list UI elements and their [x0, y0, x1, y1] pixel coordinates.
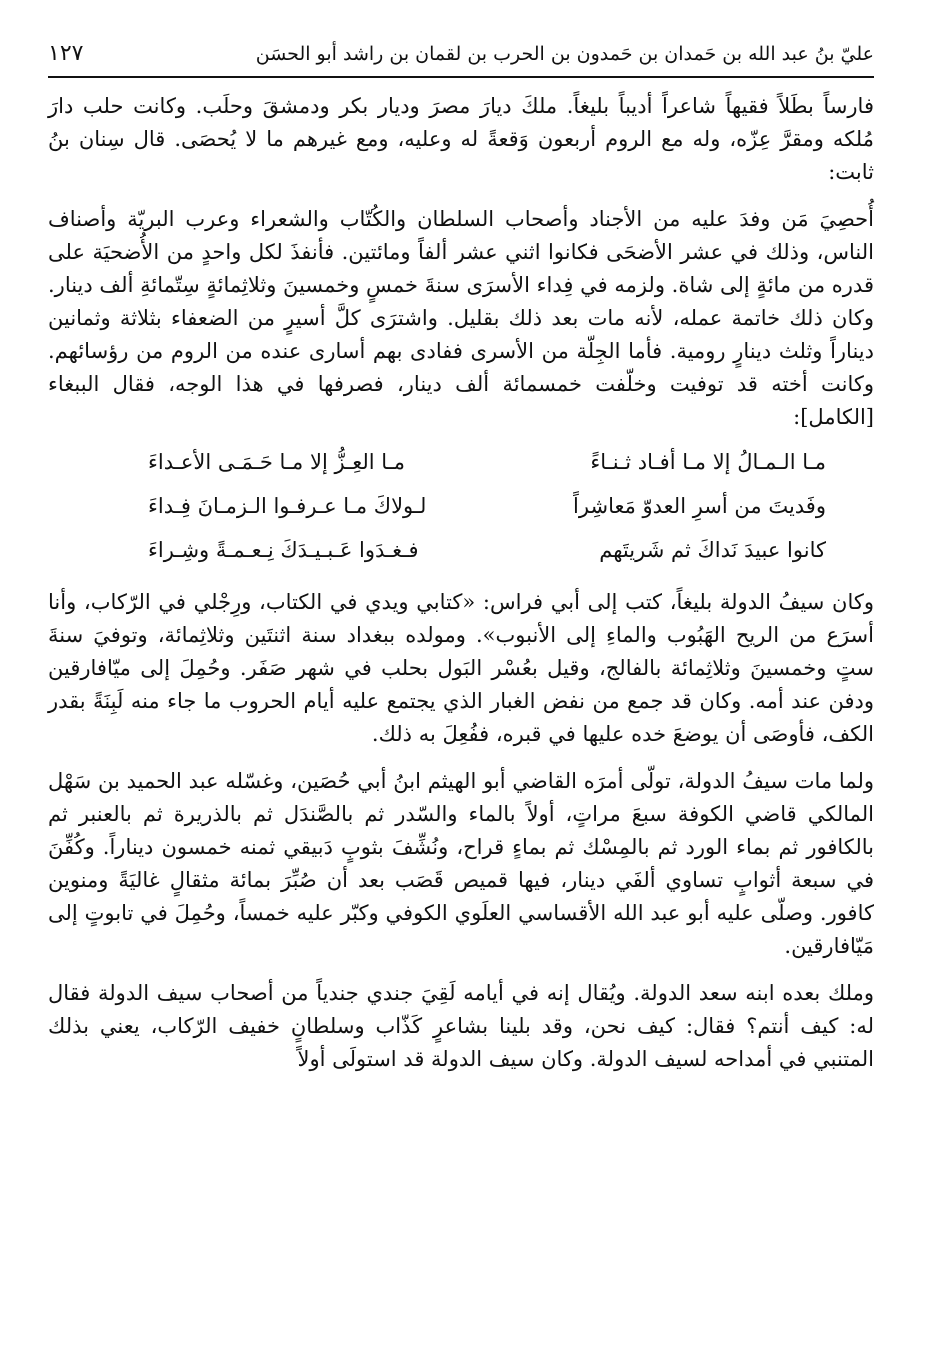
paragraph: أُحصِيَ مَن وفدَ عليه من الأجناد وأصحاب السلطان والكُتّاب والشعراء وعرب البريّة وأصناف الناس، وذلك في عشر الأضحَى فكانوا اثني عشر ألفاً ومائتين. فأنفذَ لكل واحدٍ من الأُضحيَة على قدره من مائةٍ إلى شاة. ولزمه في فِداء الأسرَى سنةَ خمسٍ وخمسينَ وثلاثِمائةٍ سِتّمائةِ ألف دينار. وكان ذلك خاتمة عمله، لأنه مات بعد ذلك بقليل. واشترَى كلَّ أسيرٍ من الضعفاء بثلاثة وثمانين ديناراً وثلث دينارٍ رومية. فأما الجِلّة من الأسرى ففادى بهم أسارى عنده من الروم من رؤسائهم. وكانت أخته قد توفيت وخلّفت خمسمائة ألف دينار، فصرفها في هذا الوجه، فقال الببغاء [الكامل]:	[48, 207, 874, 429]
poem-verse	[48, 528, 874, 572]
poem	[48, 440, 874, 572]
verse-first-hemistich: وفَديتَ من أسرِ العدوّ مَعاشِراً	[573, 494, 826, 518]
paragraph: وملك بعده ابنه سعد الدولة. ويُقال إنه في أيامه لَقِيَ جندي جندياً من أصحاب سيف الدولة فقال له: كيف أنتم؟ فقال: كيف نحن، وقد بلينا بشاعرٍ كَذّاب وسلطانٍ خفيف الرّكاب، يعني بذلك المتنبي في أمداحه لسيف الدولة. وكان سيف الدولة قد استولَى أولاً	[48, 981, 874, 1071]
verse-first-hemistich: كانوا عبيدَ نَداكَ ثم شَريتَهم	[599, 538, 826, 562]
paragraph: ولما مات سيفُ الدولة، تولّى أمرَه القاضي أبو الهيثم ابنُ أبي حُصَين، وغسّله عبد الحميد بن سَهْل المالكي قاضي الكوفة سبعَ مراتٍ، أولاً بالماء والسّدر ثم بالصَّندَل ثم بالذريرة ثم بالعنبر ثم بالكافور ثم بماء الورد ثم بالمِسْك ثم بماءٍ قراح، ونُشِّفَ بثوبٍ دَبيقي ثمنه خمسون ديناراً. وكُفِّنَ في سبعة أثوابٍ تساوي ألفَي دينار، فيها قميص قَصَب بعد أن صُبِّرَ بمائة مثقالٍ غاليَةً ومنوين كافور. وصلّى عليه أبو عبد الله الأقساسي العلَوي الكوفي وكبّر عليه خمساً، وحُمِلَ في تابوتٍ إلى مَيّافارقين.	[48, 769, 874, 958]
running-title: عليّ بنُ عبد الله بن حَمدان بن حَمدون بن الحرب بن لقمان بن راشد أبو الحسَن	[255, 43, 874, 65]
book-page	[48, 40, 874, 1090]
paragraph: فارساً بطَلاً فقيهاً شاعراً أديباً بليغاً. ملكَ ديارَ مصرَ وديار بكر ودمشقَ وحلَب. وكانت حلب دارَ مُلكه ومقرَّ عِزّه، وله مع الروم أربعون وَقعةً له وعليه، ومع غيرهم ما لا يُحصَى. قال سِنان بنُ ثابت:	[48, 94, 874, 184]
paragraph: وكان سيفُ الدولة بليغاً، كتب إلى أبي فراس: «كتابي ويدي في الكتاب، ورِجْلي في الرّكاب، وأنا أسرَع من الريح الهَبُوب والماءِ إلى الأنبوب». ومولده ببغداد سنة اثنتَين وثلاثِمائة، وتوفيَ سنةَ ستٍ وخمسينَ وثلاثِمائة بالفالج، وقيل بعُسْر البَول بحلب في شهر صَفَر. وحُمِلَ إلى ميّافارقين ودفن عند أمه. وكان قد جمع من نفض الغبار الذي يجتمع عليه أيام الحروب ما جاء منه لَبِنَةً بقدر الكف، فأوصَى أن يوضعَ خده عليها في قبره، ففُعِلَ به ذلك.	[48, 590, 874, 746]
poem-verse	[48, 484, 874, 528]
body-text	[48, 90, 874, 1076]
verse-first-hemistich: مـا الـمـالُ إلا مـا أفـاد ثـنـاءً	[590, 450, 826, 474]
verse-second-hemistich: فـغـدَوا عَـبـيـدَكَ نِـعـمـةً وشِـراءَ	[148, 538, 419, 562]
verse-second-hemistich: لـولاكَ مـا عـرفـوا الـزمـانَ فِـداءَ	[148, 494, 427, 518]
page-number: ١٢٧	[48, 41, 84, 66]
verse-second-hemistich: مـا العِـزُّ إلا مـا حَـمَـى الأعـداءَ	[148, 450, 406, 474]
poem-verse	[48, 440, 874, 484]
running-header	[48, 40, 874, 78]
